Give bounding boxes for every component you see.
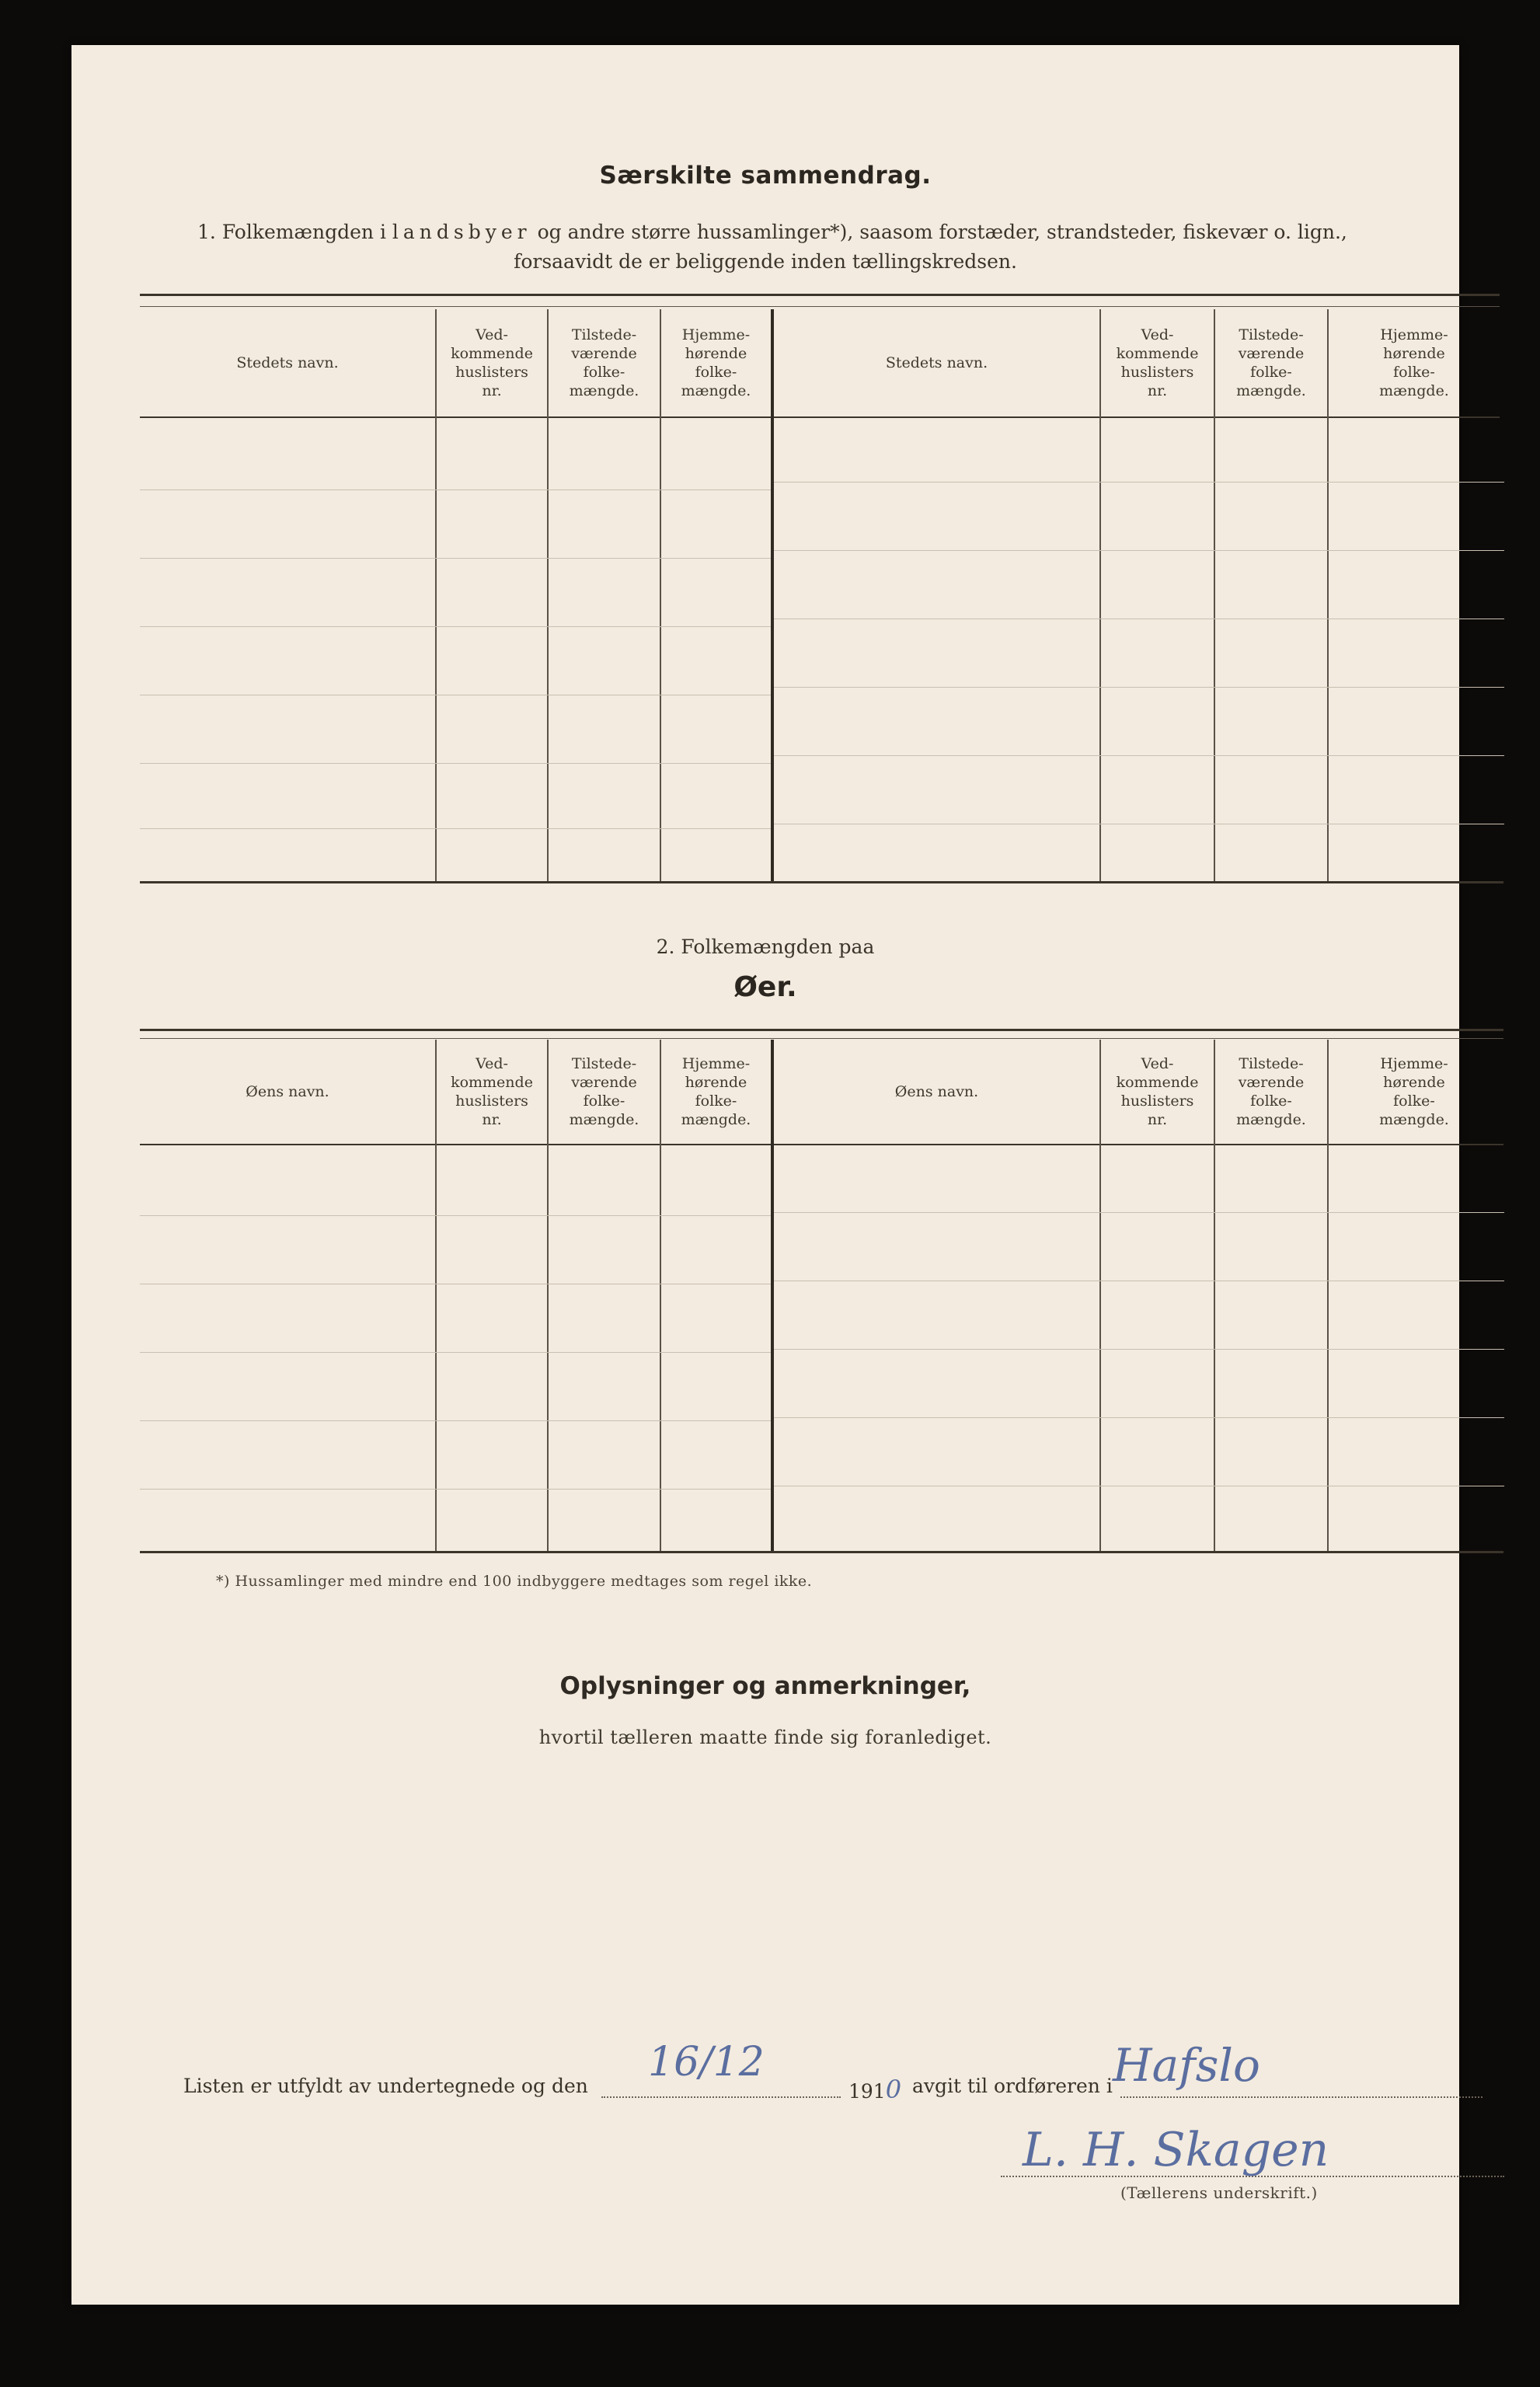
signature-text-a: Listen er utfyldt av undertegnede og den bbox=[183, 2075, 588, 2097]
header-tilstedevaerende-right: Tilstede- værende folke- mængde. bbox=[1236, 1055, 1306, 1128]
row-rule bbox=[140, 558, 771, 559]
signature-caption: (Tællerens underskrift.) bbox=[1120, 2183, 1318, 2202]
footnote: *) Hussamlinger med mindre end 100 indbyggere medtages som regel ikke. bbox=[216, 1573, 813, 1590]
row-rule bbox=[140, 1420, 771, 1421]
header-stedets-navn-right: Stedets navn. bbox=[885, 354, 988, 371]
table1-header-rule bbox=[140, 416, 1500, 418]
header-hjemmehorende-right: Hjemme- hørende folke- mængde. bbox=[1379, 326, 1449, 399]
table2-top-rule bbox=[140, 1029, 1503, 1031]
header-stedets-navn: Stedets navn. bbox=[236, 354, 339, 371]
header-huslisters-nr-right: Ved- kommende huslisters nr. bbox=[1116, 326, 1199, 399]
header-hjemmehorende: Hjemme- hørende folke- mængde. bbox=[681, 326, 751, 399]
header-hjemmehorende-right: Hjemme- hørende folke- mængde. bbox=[1379, 1055, 1449, 1128]
section3-subtitle: hvortil tælleren maatte finde sig foranlediget. bbox=[538, 1727, 992, 1748]
intro-text-b: og andre større hussamlinger*), saasom forstæder, strandsteder, fiskevær o. lign., bbox=[537, 221, 1347, 243]
year-digit: 0 bbox=[885, 2075, 902, 2104]
header-hjemmehorende: Hjemme- hørende folke- mængde. bbox=[681, 1055, 751, 1128]
row-rule bbox=[774, 755, 1504, 756]
section1-number: 1. bbox=[197, 221, 216, 243]
year-field bbox=[848, 2075, 901, 2104]
table2-header-rule bbox=[140, 1144, 1503, 1145]
row-rule bbox=[140, 1489, 771, 1490]
header-huslisters-nr-right: Ved- kommende huslisters nr. bbox=[1116, 1055, 1199, 1128]
row-rule bbox=[774, 687, 1504, 688]
row-rule bbox=[774, 482, 1504, 483]
header-tilstedevaerende-right: Tilstede- værende folke- mængde. bbox=[1236, 326, 1306, 399]
handwritten-date: 16/12 bbox=[648, 2039, 765, 2086]
row-rule bbox=[774, 1212, 1504, 1213]
section1-intro-line2: forsaavidt de er beliggende inden tællingskredsen. bbox=[514, 250, 1017, 273]
row-rule bbox=[140, 1352, 771, 1353]
header-oens-navn: Øens navn. bbox=[246, 1083, 329, 1100]
intro-spaced-word: landsbyer bbox=[392, 221, 531, 243]
table2-top-rule-inner bbox=[140, 1038, 1503, 1039]
header-tilstedevaerende: Tilstede- værende folke- mængde. bbox=[569, 1055, 639, 1128]
row-rule bbox=[774, 1349, 1504, 1350]
intro-text-a: Folkemængden i bbox=[221, 221, 386, 243]
table2-bottom-rule bbox=[140, 1551, 1503, 1553]
year-prefix: 191 bbox=[848, 2080, 886, 2103]
header-tilstedevaerende: Tilstede- værende folke- mængde. bbox=[569, 326, 639, 399]
section3-title: Oplysninger og anmerkninger, bbox=[559, 1672, 971, 1700]
place-dotted-line bbox=[1120, 2096, 1483, 2098]
header-huslisters-nr: Ved- kommende huslisters nr. bbox=[451, 1055, 533, 1128]
section2-intro: 2. Folkemængden paa bbox=[656, 936, 875, 958]
header-oens-navn-right: Øens navn. bbox=[894, 1083, 979, 1100]
section1-intro-line1 bbox=[197, 221, 1441, 243]
row-rule bbox=[140, 626, 771, 627]
table1-bottom-rule bbox=[140, 881, 1503, 883]
handwritten-place: Hafslo bbox=[1113, 2039, 1260, 2092]
table1-top-rule-inner bbox=[140, 306, 1500, 307]
row-rule bbox=[774, 550, 1504, 551]
census-form-page bbox=[71, 45, 1459, 2305]
row-rule bbox=[140, 828, 771, 829]
row-rule bbox=[774, 1417, 1504, 1418]
section2-title: Øer. bbox=[733, 971, 797, 1003]
section1-title: Særskilte sammendrag. bbox=[599, 162, 932, 190]
header-huslisters-nr: Ved- kommende huslisters nr. bbox=[451, 326, 533, 399]
table1-top-rule bbox=[140, 294, 1500, 296]
signature-text-b: avgit til ordføreren i bbox=[912, 2075, 1113, 2097]
row-rule bbox=[140, 763, 771, 764]
handwritten-signature: L. H. Skagen bbox=[1023, 2123, 1329, 2177]
row-rule bbox=[140, 1215, 771, 1216]
date-dotted-line bbox=[601, 2096, 841, 2098]
